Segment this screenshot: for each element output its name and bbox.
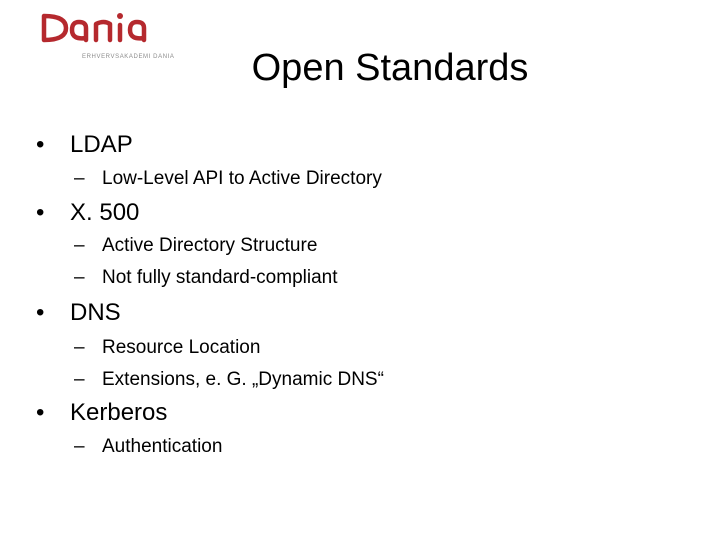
slide-title: Open Standards: [251, 47, 529, 89]
bullet-label: Kerberos: [70, 399, 168, 426]
bullet-glyph: •: [36, 199, 45, 226]
bullet-label: LDAP: [70, 131, 133, 158]
sub-glyph: –: [74, 369, 85, 390]
sub-glyph: –: [74, 436, 85, 457]
sub-label: Not fully standard-compliant: [102, 267, 338, 288]
bullet-glyph: •: [36, 131, 45, 158]
sub-glyph: –: [74, 168, 85, 189]
sub-item: [74, 234, 317, 258]
sub-glyph: –: [74, 235, 85, 256]
sub-label: Extensions, e. G. „Dynamic DNS“: [102, 369, 384, 390]
bullet-kerberos: [36, 398, 167, 428]
bullet-label: X. 500: [70, 199, 140, 226]
sub-label: Authentication: [102, 436, 223, 457]
sub-label: Resource Location: [102, 337, 261, 358]
sub-glyph: –: [74, 267, 85, 288]
bullet-glyph: •: [36, 299, 45, 326]
bullet-x500: [36, 198, 139, 228]
bullet-dns: [36, 298, 121, 328]
bullet-glyph: •: [36, 399, 45, 426]
sub-item: [74, 435, 222, 459]
sub-item: [74, 167, 382, 191]
sub-label: Low-Level API to Active Directory: [102, 168, 382, 189]
sub-glyph: –: [74, 337, 85, 358]
bullet-ldap: [36, 130, 133, 160]
sub-item: [74, 266, 338, 290]
logo-caption: ERHVERVSAKADEMI DANIA: [82, 54, 175, 60]
bullet-label: DNS: [70, 299, 121, 326]
sub-label: Active Directory Structure: [102, 235, 318, 256]
sub-item: [74, 336, 260, 360]
sub-item: [74, 368, 384, 392]
